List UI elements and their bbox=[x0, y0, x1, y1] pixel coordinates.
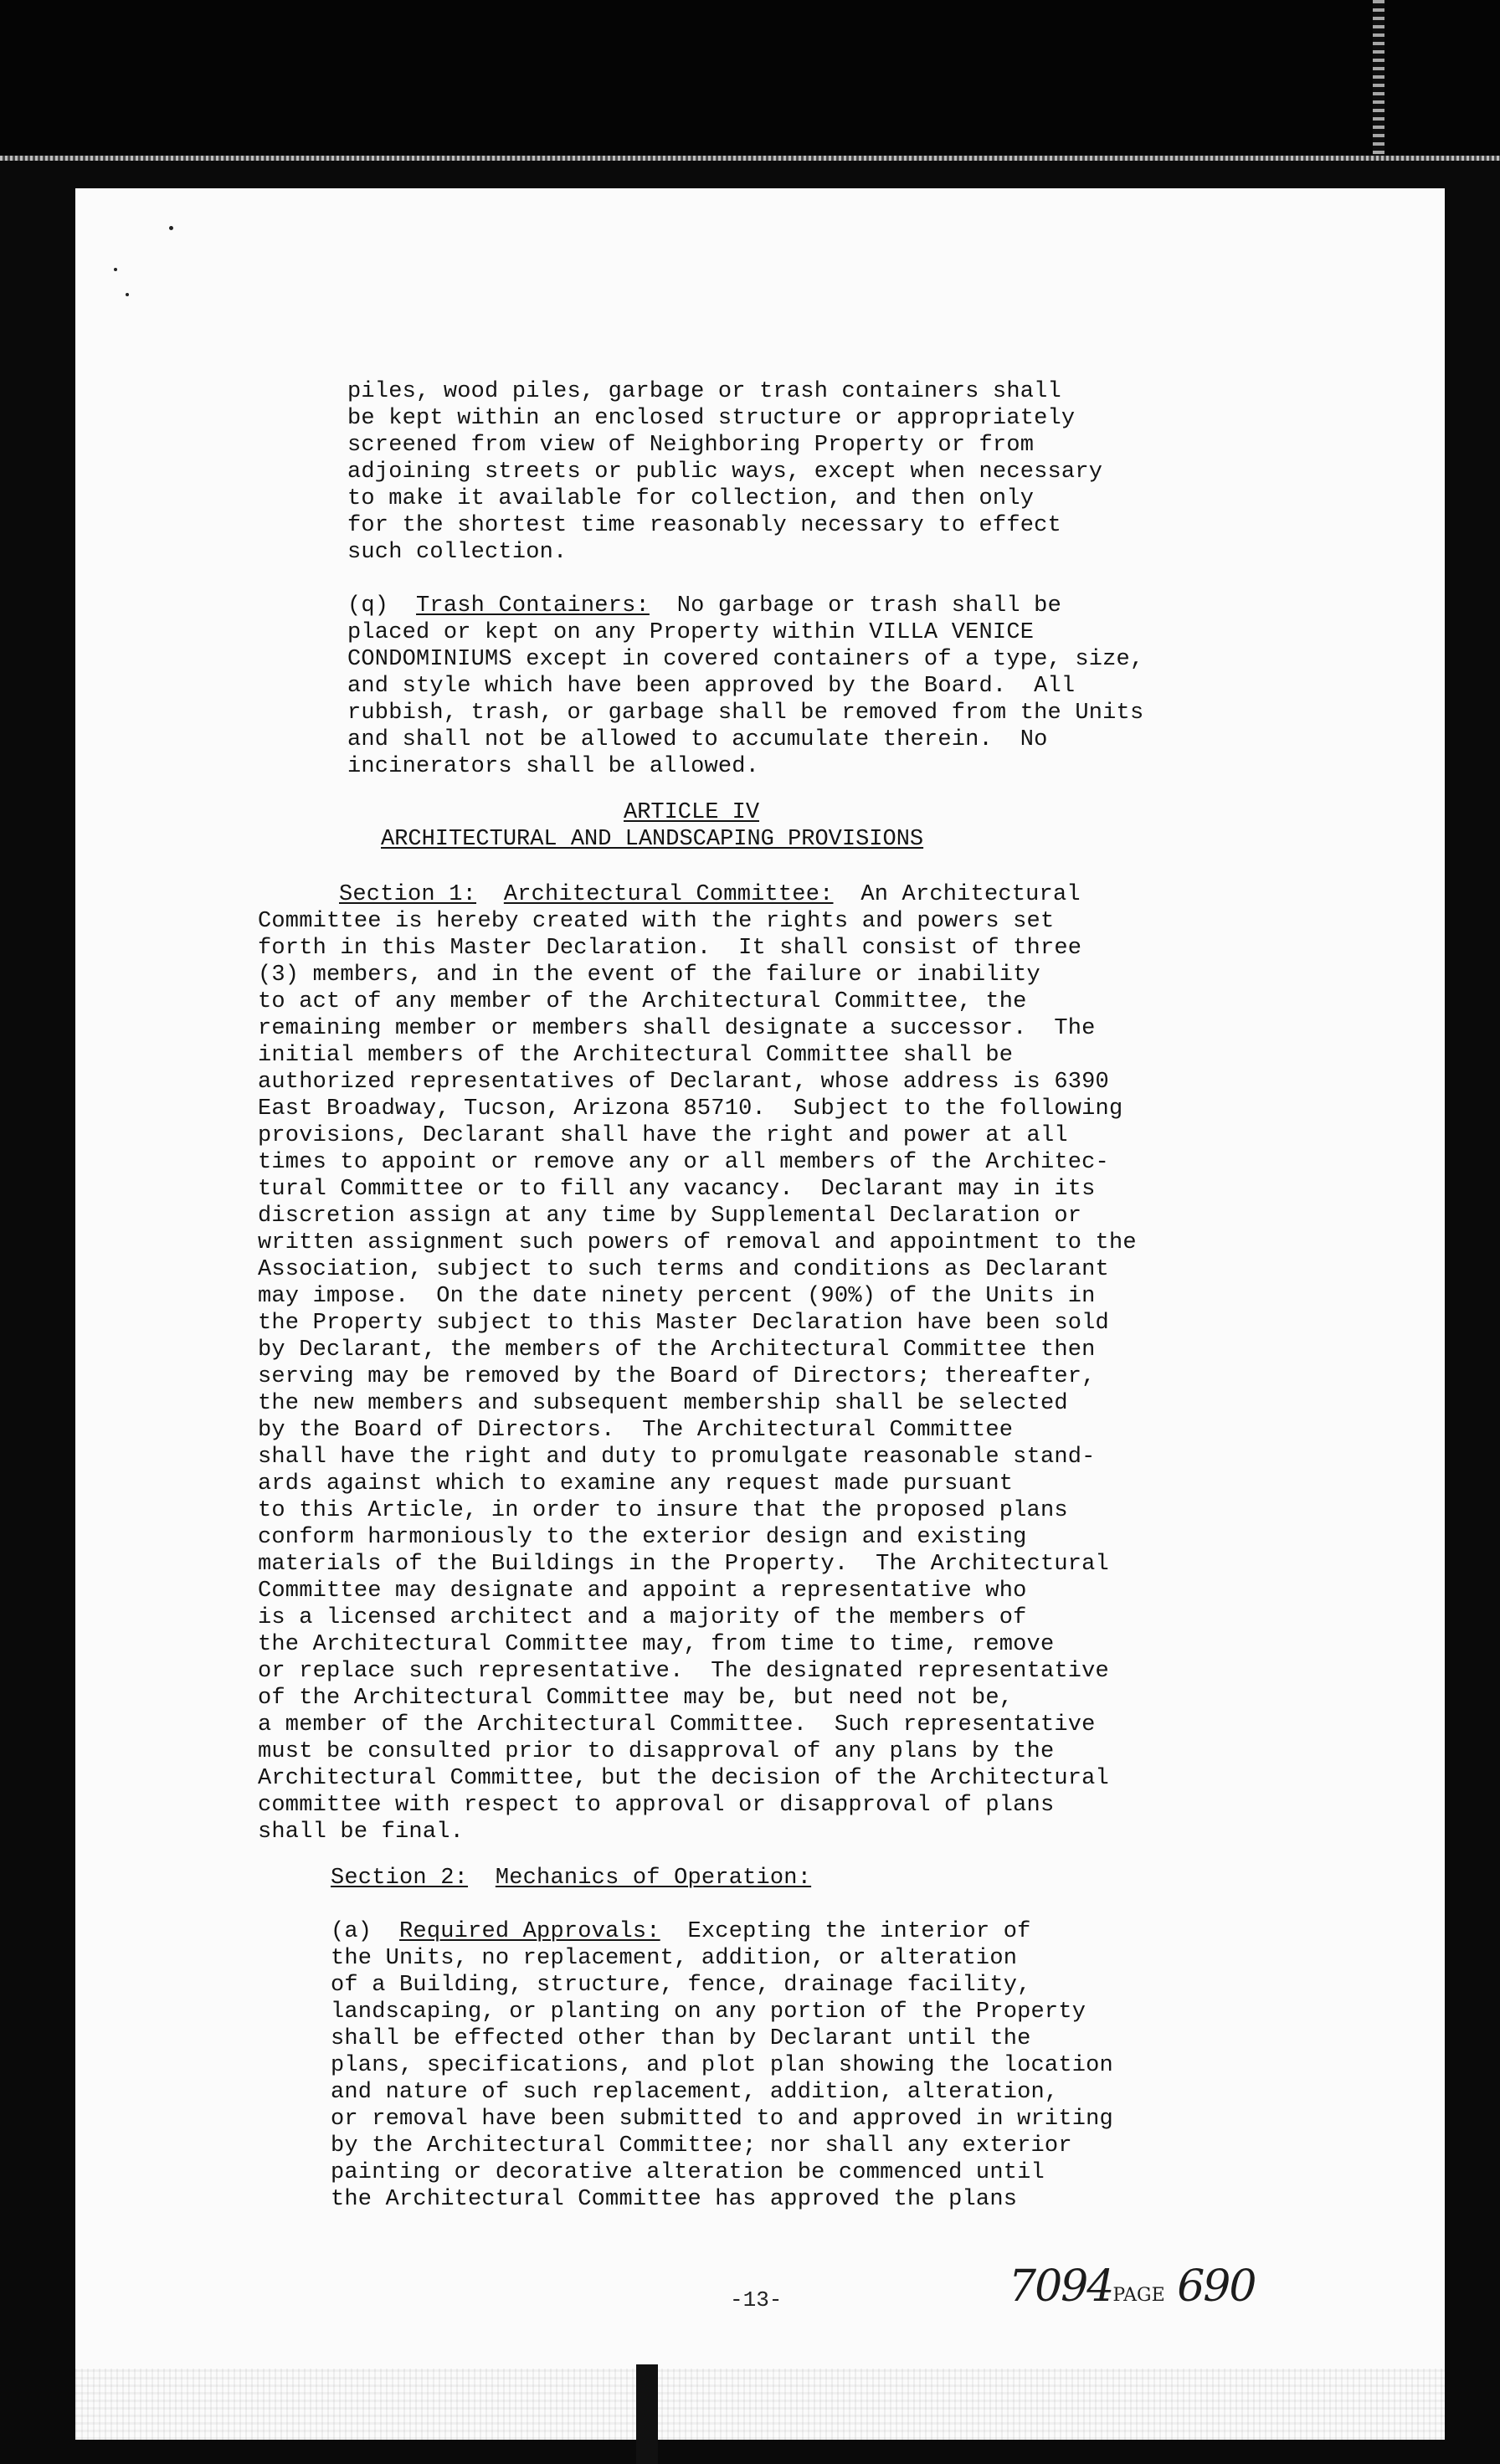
continuation-line: such collection. bbox=[347, 540, 568, 565]
book-number: 7094 bbox=[1009, 2261, 1113, 2312]
section1-line: conform harmoniously to the exterior design and existing bbox=[258, 1525, 1027, 1550]
section1-line: times to appoint or remove any or all members of the Architec- bbox=[258, 1150, 1109, 1175]
section1-line: provisions, Declarant shall have the right and power at all bbox=[258, 1123, 1068, 1148]
section1-line: the new members and subsequent membership shall be selected bbox=[258, 1391, 1068, 1416]
section2-title: Mechanics of Operation: bbox=[495, 1866, 812, 1891]
section1-line: or replace such representative. The designated representative bbox=[258, 1659, 1109, 1684]
scan-top-rule bbox=[0, 156, 1500, 161]
section1-line: Architectural Committee, but the decision of the Architectural bbox=[258, 1766, 1109, 1791]
section1-title: Architectural Committee: bbox=[503, 882, 834, 907]
q-line: and shall not be allowed to accumulate therein. No bbox=[347, 727, 1048, 752]
a-line: of a Building, structure, fence, drainage facility, bbox=[331, 1973, 1031, 1998]
section2-heading bbox=[331, 1865, 811, 1892]
continuation-line: piles, wood piles, garbage or trash containers shall bbox=[347, 379, 1061, 404]
a-line: painting or decorative alteration be commenced until bbox=[331, 2160, 1045, 2185]
q-first-rest: No garbage or trash shall be bbox=[676, 593, 1061, 619]
a-first-rest: Excepting the interior of bbox=[687, 1919, 1031, 1944]
section1-line: remaining member or members shall designate a successor. The bbox=[258, 1016, 1096, 1041]
q-line: CONDOMINIUMS except in covered containers of a type, size, bbox=[347, 647, 1144, 672]
a-label: (a) bbox=[331, 1919, 372, 1944]
continuation-line: be kept within an enclosed structure or appropriately bbox=[347, 406, 1076, 431]
section1-line: by Declarant, the members of the Architectural Committee then bbox=[258, 1337, 1096, 1363]
a-line: the Units, no replacement, addition, or alteration bbox=[331, 1946, 1018, 1971]
section1-line: the Architectural Committee may, from time to time, remove bbox=[258, 1632, 1055, 1657]
a-title: Required Approvals: bbox=[399, 1919, 660, 1944]
page-label: PAGE bbox=[1112, 2285, 1165, 2306]
q-line: and style which have been approved by the Board. All bbox=[347, 674, 1076, 699]
section1-line: to act of any member of the Architectural Committee, the bbox=[258, 989, 1027, 1014]
continuation-line: for the shortest time reasonably necessary to effect bbox=[347, 513, 1061, 538]
section2-label: Section 2: bbox=[331, 1866, 469, 1891]
continuation-line: screened from view of Neighboring Property or from bbox=[347, 433, 1035, 458]
section1-line: committee with respect to approval or disapproval of plans bbox=[258, 1793, 1055, 1818]
scan-noise bbox=[75, 2369, 1445, 2440]
section1-line: to this Article, in order to insure that the proposed plans bbox=[258, 1498, 1068, 1523]
a-line: the Architectural Committee has approved the plans bbox=[331, 2187, 1018, 2212]
q-label: (q) bbox=[347, 593, 389, 619]
section1-line: is a licensed architect and a majority of the members of bbox=[258, 1605, 1027, 1630]
book-page-stamp bbox=[1009, 2261, 1255, 2312]
scan-binding-mark bbox=[636, 2364, 658, 2464]
section1-line: discretion assign at any time by Supplemental Declaration or bbox=[258, 1204, 1082, 1229]
q-title: Trash Containers: bbox=[416, 593, 650, 619]
a-line: by the Architectural Committee; nor shall any exterior bbox=[331, 2133, 1072, 2159]
section1-line: tural Committee or to fill any vacancy. Declarant may in its bbox=[258, 1177, 1096, 1202]
section1-line: Committee is hereby created with the rights and powers set bbox=[258, 909, 1055, 934]
section1-line: the Property subject to this Master Declaration have been sold bbox=[258, 1311, 1109, 1336]
section1-line: of the Architectural Committee may be, but need not be, bbox=[258, 1686, 1014, 1711]
section1-line: authorized representatives of Declarant, whose address is 6390 bbox=[258, 1070, 1109, 1095]
section1-line: shall be final. bbox=[258, 1820, 465, 1845]
a-line: or removal have been submitted to and approved in writing bbox=[331, 2107, 1113, 2132]
section1-line: by the Board of Directors. The Architectural Committee bbox=[258, 1418, 1014, 1443]
section1-line: must be consulted prior to disapproval of any plans by the bbox=[258, 1739, 1055, 1764]
section1-line: shall have the right and duty to promulgate reasonable stand- bbox=[258, 1445, 1096, 1470]
section1-line: initial members of the Architectural Committee shall be bbox=[258, 1043, 1014, 1068]
q-line: incinerators shall be allowed. bbox=[347, 754, 760, 779]
article-title: ARCHITECTURAL AND LANDSCAPING PROVISIONS bbox=[381, 827, 924, 852]
scan-speck bbox=[114, 268, 117, 271]
a-line: and nature of such replacement, addition, alteration, bbox=[331, 2080, 1059, 2105]
a-line: shall be effected other than by Declarant until the bbox=[331, 2026, 1031, 2051]
a-line: plans, specifications, and plot plan showing the location bbox=[331, 2053, 1113, 2078]
section1-line: Association, subject to such terms and conditions as Declarant bbox=[258, 1257, 1109, 1282]
continuation-line: adjoining streets or public ways, except when necessary bbox=[347, 459, 1103, 485]
scan-speck bbox=[169, 226, 173, 230]
section1-line: Committee may designate and appoint a representative who bbox=[258, 1578, 1027, 1604]
a-paragraph-first-line bbox=[331, 1918, 1031, 1945]
section1-line: serving may be removed by the Board of Directors; thereafter, bbox=[258, 1364, 1096, 1389]
q-paragraph-first-line bbox=[347, 593, 1061, 619]
section1-line: a member of the Architectural Committee. Such representative bbox=[258, 1712, 1096, 1738]
section1-line: (3) members, and in the event of the failure or inability bbox=[258, 963, 1040, 988]
section1-line: may impose. On the date ninety percent (90%) of the Units in bbox=[258, 1284, 1096, 1309]
section1-line: written assignment such powers of removal and appointment to the bbox=[258, 1230, 1137, 1255]
a-line: landscaping, or planting on any portion of the Property bbox=[331, 1999, 1086, 2025]
section1-line: East Broadway, Tucson, Arizona 85710. Subject to the following bbox=[258, 1096, 1123, 1122]
article-number: ARTICLE IV bbox=[624, 800, 760, 825]
page-number: -13- bbox=[730, 2287, 783, 2313]
section1-line: forth in this Master Declaration. It shall consist of three bbox=[258, 936, 1082, 961]
scan-speck bbox=[126, 293, 129, 296]
q-line: placed or kept on any Property within VILLA VENICE bbox=[347, 620, 1035, 645]
book-page-number: 690 bbox=[1177, 2261, 1256, 2312]
section1-line: materials of the Buildings in the Property. The Architectural bbox=[258, 1552, 1109, 1577]
section1-first-line bbox=[339, 881, 1081, 908]
continuation-line: to make it available for collection, and then only bbox=[347, 486, 1035, 511]
scan-top-border bbox=[0, 0, 1500, 155]
section1-label: Section 1: bbox=[339, 882, 477, 907]
section1-first-rest: An Architectural bbox=[860, 882, 1081, 907]
q-line: rubbish, trash, or garbage shall be removed from the Units bbox=[347, 701, 1144, 726]
section1-line: ards against which to examine any request made pursuant bbox=[258, 1471, 1014, 1496]
scan-edge-streak bbox=[1373, 0, 1384, 159]
